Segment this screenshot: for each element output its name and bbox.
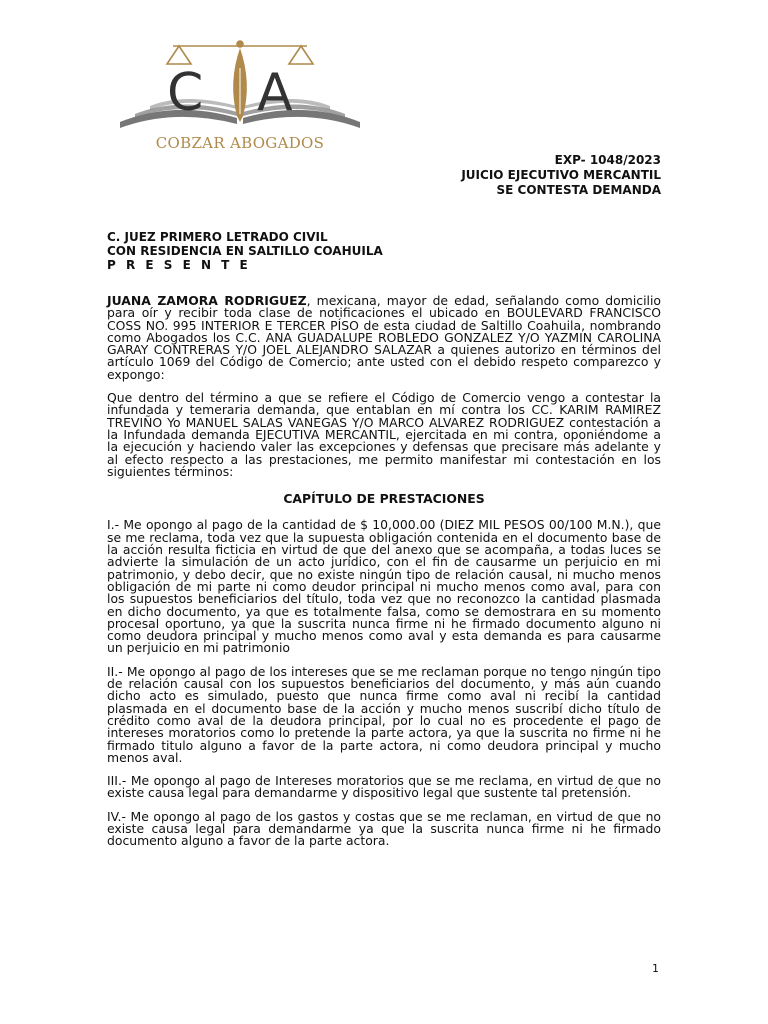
- prestacion-item-4: IV.- Me opongo al pago de los gastos y costas que se me reclaman, en virtud de que no existe causa legal para demandarme ya que la suscrita nunca firme ni he firmado documento alguno a favor de la parte actora.: [107, 808, 661, 849]
- intro-paragraph-text: , mexicana, mayor de edad, señalando como domicilio para oír y recibir toda clase de notificaciones el ubicado en BOULEVARD FRANCISCO COSS NO. 995 INTERIOR E TERCER PÍSO de esta ciudad de Saltillo Coahuila, nombrando como Abogados los C.C. ANA GUADALUPE ROBLEDO GONZALEZ Y/O YAZMIN CAROLINA GARAY CONTRERAS Y/O JOEL ALEJANDRO SALAZAR a quienes autorizo en términos del artículo 1069 del Código de Comercio; ante usted con el debido respeto comparezco y expongo:: [107, 293, 661, 382]
- addressee-line-2: CON RESIDENCIA EN SALTILLO COAHUILA: [107, 244, 383, 258]
- prestacion-item-3: III.- Me opongo al pago de Intereses moratorios que se me reclama, en virtud de que no existe causa legal para demandarme y dispositivo legal que sustente tal pretensión.: [107, 773, 661, 801]
- case-header: [461, 153, 661, 198]
- addressee-line-3: P R E S E N T E: [107, 258, 251, 272]
- logo-caption: COBZAR ABOGADOS: [155, 134, 325, 152]
- party-name: JUANA ZAMORA RODRIGUEZ: [107, 293, 307, 308]
- logo-letter-c: C: [167, 63, 204, 123]
- section-title: CAPÍTULO DE PRESTACIONES: [283, 491, 485, 507]
- page-number: 1: [652, 962, 659, 975]
- addressee-line-1: C. JUEZ PRIMERO LETRADO CIVIL: [107, 230, 328, 244]
- document-purpose: SE CONTESTA DEMANDA: [496, 183, 661, 197]
- logo-letter-a: A: [257, 63, 293, 123]
- intro-paragraph: [107, 295, 661, 381]
- expediente-number: EXP- 1048/2023: [554, 153, 661, 167]
- addressee-block: [107, 230, 383, 272]
- case-type: JUICIO EJECUTIVO MERCANTIL: [461, 168, 661, 182]
- response-paragraph: Que dentro del término a que se refiere el Código de Comercio vengo a contestar la infundada y temeraria demanda, que entablan en mí contra los CC. KARIM RAMIREZ TREVIÑO Yo MANUEL SALAS VANEGAS Y/O MARCO ALVAREZ RODRIGUEZ contestación a la Infundada demanda EJECUTIVA MERCANTIL, ejercitada en mi contra, oponiéndome a la ejecución y haciendo valer las excepciones y defensas que precisare más adelante y al efecto respecto a las prestaciones, me permito manifestar mi contestación en los siguientes términos:: [107, 390, 661, 479]
- prestacion-item-2: II.- Me opongo al pago de los intereses que se me reclaman porque no tengo ningún tipo de relación causal con los supuestos beneficiarios del documento, y más aún cuando dicho acto es simulado, puesto que nunca firme como aval ni recibí la cantidad plasmada en el documento base de la acción y mucho menos suscribí dicho título de crédito como aval de la deudora principal, por lo cual no es procedente el pago de intereses moratorios como lo pretende la parte actora, ya que la suscrita no firme ni he firmado titulo alguno a favor de la parte actora, ni como deudora principal y mucho menos aval.: [107, 663, 661, 765]
- prestacion-item-1: I.- Me opongo al pago de la cantidad de $ 10,000.00 (DIEZ MIL PESOS 00/100 M.N.), que se me reclama, toda vez que la supuesta obligación contenida en el documento base de la acción resulta ficticia en virtud de que del anexo que se acompaña, a todas luces se advierte la simulación de un acto jurídico, con el fin de causarme un perjuicio en mi patrimonio, y debo decir, que no existe ningún tipo de relación causal, ni mucho menos obligación de mi parte ni como deudor principal ni mucho menos como aval, para con los supuestos beneficiarios del título, toda vez que no reconozco la cantidad plasmada en dicho documento, ya que es totalmente falsa, como se demostrara en su momento procesal oportuno, ya que la suscrita nunca firme ni he firmado documento alguno ni como deudora principal y mucho menos como aval y esta demanda es para causarme un perjuicio en mi patrimonio: [107, 517, 661, 656]
- document-body: [107, 295, 661, 859]
